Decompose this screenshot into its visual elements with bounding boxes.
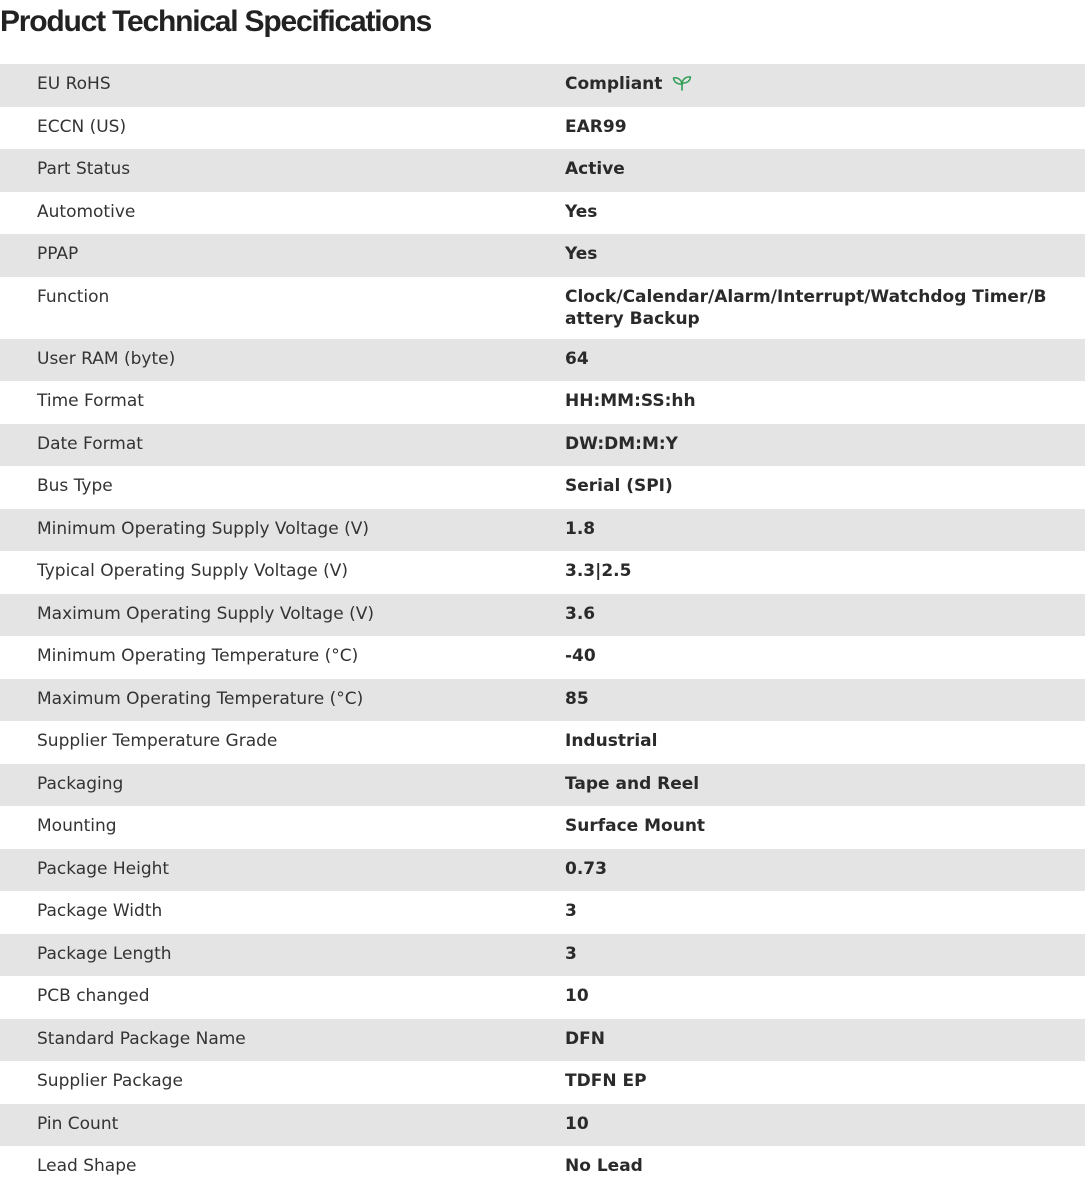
table-row bbox=[0, 509, 1085, 552]
spec-label: Minimum Operating Temperature (°C) bbox=[37, 646, 359, 666]
spec-value: Industrial bbox=[565, 731, 658, 751]
table-row bbox=[0, 976, 1085, 1019]
spec-value: 10 bbox=[565, 1113, 589, 1134]
spec-value: Surface Mount bbox=[565, 816, 706, 836]
spec-value: 85 bbox=[565, 688, 589, 709]
spec-label: Typical Operating Supply Voltage (V) bbox=[37, 561, 348, 581]
spec-value-cell bbox=[565, 773, 1055, 795]
table-row bbox=[0, 721, 1085, 764]
spec-table bbox=[0, 64, 1085, 1189]
table-row bbox=[0, 679, 1085, 722]
table-row bbox=[0, 466, 1085, 509]
spec-value-cell bbox=[565, 1155, 1055, 1177]
spec-value-cell bbox=[565, 985, 1055, 1007]
table-row bbox=[0, 849, 1085, 892]
spec-value: EAR99 bbox=[565, 116, 627, 137]
table-row bbox=[0, 764, 1085, 807]
spec-label: Maximum Operating Supply Voltage (V) bbox=[37, 603, 374, 624]
spec-value-cell bbox=[565, 1028, 1055, 1050]
spec-value: Tape and Reel bbox=[565, 773, 700, 794]
table-row bbox=[0, 339, 1085, 382]
spec-value-cell bbox=[565, 858, 1055, 880]
spec-value: DFN bbox=[565, 1028, 605, 1049]
table-row bbox=[0, 424, 1085, 467]
spec-label: Maximum Operating Temperature (°C) bbox=[37, 688, 364, 709]
spec-label: Package Length bbox=[37, 943, 172, 964]
spec-label: User RAM (byte) bbox=[37, 348, 176, 369]
spec-label: Function bbox=[37, 286, 110, 307]
spec-value: HH:MM:SS:hh bbox=[565, 391, 696, 411]
table-row bbox=[0, 234, 1085, 277]
spec-label: Package Width bbox=[37, 901, 163, 921]
spec-value-cell bbox=[565, 900, 1055, 922]
spec-label: Supplier Package bbox=[37, 1071, 183, 1091]
spec-value: Clock/Calendar/Alarm/Interrupt/Watchdog Timer/Battery Backup bbox=[565, 286, 1047, 329]
table-row bbox=[0, 594, 1085, 637]
spec-label: Bus Type bbox=[37, 476, 113, 496]
spec-value: Compliant bbox=[565, 74, 663, 94]
spec-value: 3 bbox=[565, 901, 577, 921]
table-row bbox=[0, 551, 1085, 594]
spec-label: Mounting bbox=[37, 816, 117, 836]
table-row bbox=[0, 1019, 1085, 1062]
leaf-icon bbox=[672, 75, 692, 91]
spec-label: Packaging bbox=[37, 773, 124, 794]
spec-value: 0.73 bbox=[565, 858, 607, 879]
spec-value: Active bbox=[565, 159, 625, 179]
spec-value-cell bbox=[565, 73, 1055, 95]
spec-value-cell bbox=[565, 390, 1055, 412]
spec-value: Yes bbox=[565, 201, 598, 222]
spec-value: 64 bbox=[565, 348, 589, 369]
spec-label: Automotive bbox=[37, 201, 136, 222]
spec-value: No Lead bbox=[565, 1156, 643, 1176]
spec-value-cell bbox=[565, 518, 1055, 540]
table-row bbox=[0, 1146, 1085, 1189]
spec-value-cell bbox=[565, 348, 1055, 370]
spec-value-cell bbox=[565, 1113, 1055, 1135]
spec-label: Supplier Temperature Grade bbox=[37, 731, 278, 751]
spec-value: 3.6 bbox=[565, 603, 596, 624]
spec-value-cell bbox=[565, 815, 1055, 837]
spec-value-cell bbox=[565, 943, 1055, 965]
spec-label: EU RoHS bbox=[37, 74, 111, 94]
spec-value-cell bbox=[565, 158, 1055, 180]
spec-label: Pin Count bbox=[37, 1113, 119, 1134]
table-row bbox=[0, 1104, 1085, 1147]
spec-value: Yes bbox=[565, 244, 598, 264]
table-row bbox=[0, 277, 1085, 339]
spec-label: ECCN (US) bbox=[37, 116, 127, 137]
page-title: Product Technical Specifications bbox=[0, 5, 432, 38]
table-row bbox=[0, 192, 1085, 235]
spec-value: -40 bbox=[565, 646, 596, 666]
spec-value: 10 bbox=[565, 986, 589, 1006]
spec-value: 1.8 bbox=[565, 518, 596, 539]
spec-value-cell bbox=[565, 645, 1055, 667]
table-row bbox=[0, 381, 1085, 424]
spec-label: Date Format bbox=[37, 433, 143, 454]
spec-value-cell bbox=[565, 1070, 1055, 1092]
table-row bbox=[0, 891, 1085, 934]
spec-value: 3 bbox=[565, 943, 577, 964]
table-row bbox=[0, 64, 1085, 107]
spec-value-cell bbox=[565, 475, 1055, 497]
spec-label: Time Format bbox=[37, 391, 144, 411]
spec-label: Standard Package Name bbox=[37, 1028, 246, 1049]
spec-value-cell bbox=[565, 201, 1055, 223]
spec-value-cell bbox=[565, 286, 1055, 330]
spec-label: Minimum Operating Supply Voltage (V) bbox=[37, 518, 369, 539]
table-row bbox=[0, 107, 1085, 150]
table-row bbox=[0, 1061, 1085, 1104]
spec-value-cell bbox=[565, 433, 1055, 455]
spec-value-cell bbox=[565, 560, 1055, 582]
spec-value: 3.3|2.5 bbox=[565, 561, 632, 581]
spec-label: Package Height bbox=[37, 858, 170, 879]
table-row bbox=[0, 636, 1085, 679]
spec-value-cell bbox=[565, 603, 1055, 625]
spec-value-cell bbox=[565, 243, 1055, 265]
spec-value: Serial (SPI) bbox=[565, 476, 673, 496]
spec-label: PPAP bbox=[37, 244, 79, 264]
table-row bbox=[0, 806, 1085, 849]
spec-value-cell bbox=[565, 116, 1055, 138]
spec-value: TDFN EP bbox=[565, 1071, 647, 1091]
table-row bbox=[0, 149, 1085, 192]
spec-value: DW:DM:M:Y bbox=[565, 433, 678, 454]
spec-value-cell bbox=[565, 688, 1055, 710]
table-row bbox=[0, 934, 1085, 977]
spec-value-cell bbox=[565, 730, 1055, 752]
spec-label: Lead Shape bbox=[37, 1156, 137, 1176]
spec-label: Part Status bbox=[37, 159, 131, 179]
spec-label: PCB changed bbox=[37, 986, 150, 1006]
